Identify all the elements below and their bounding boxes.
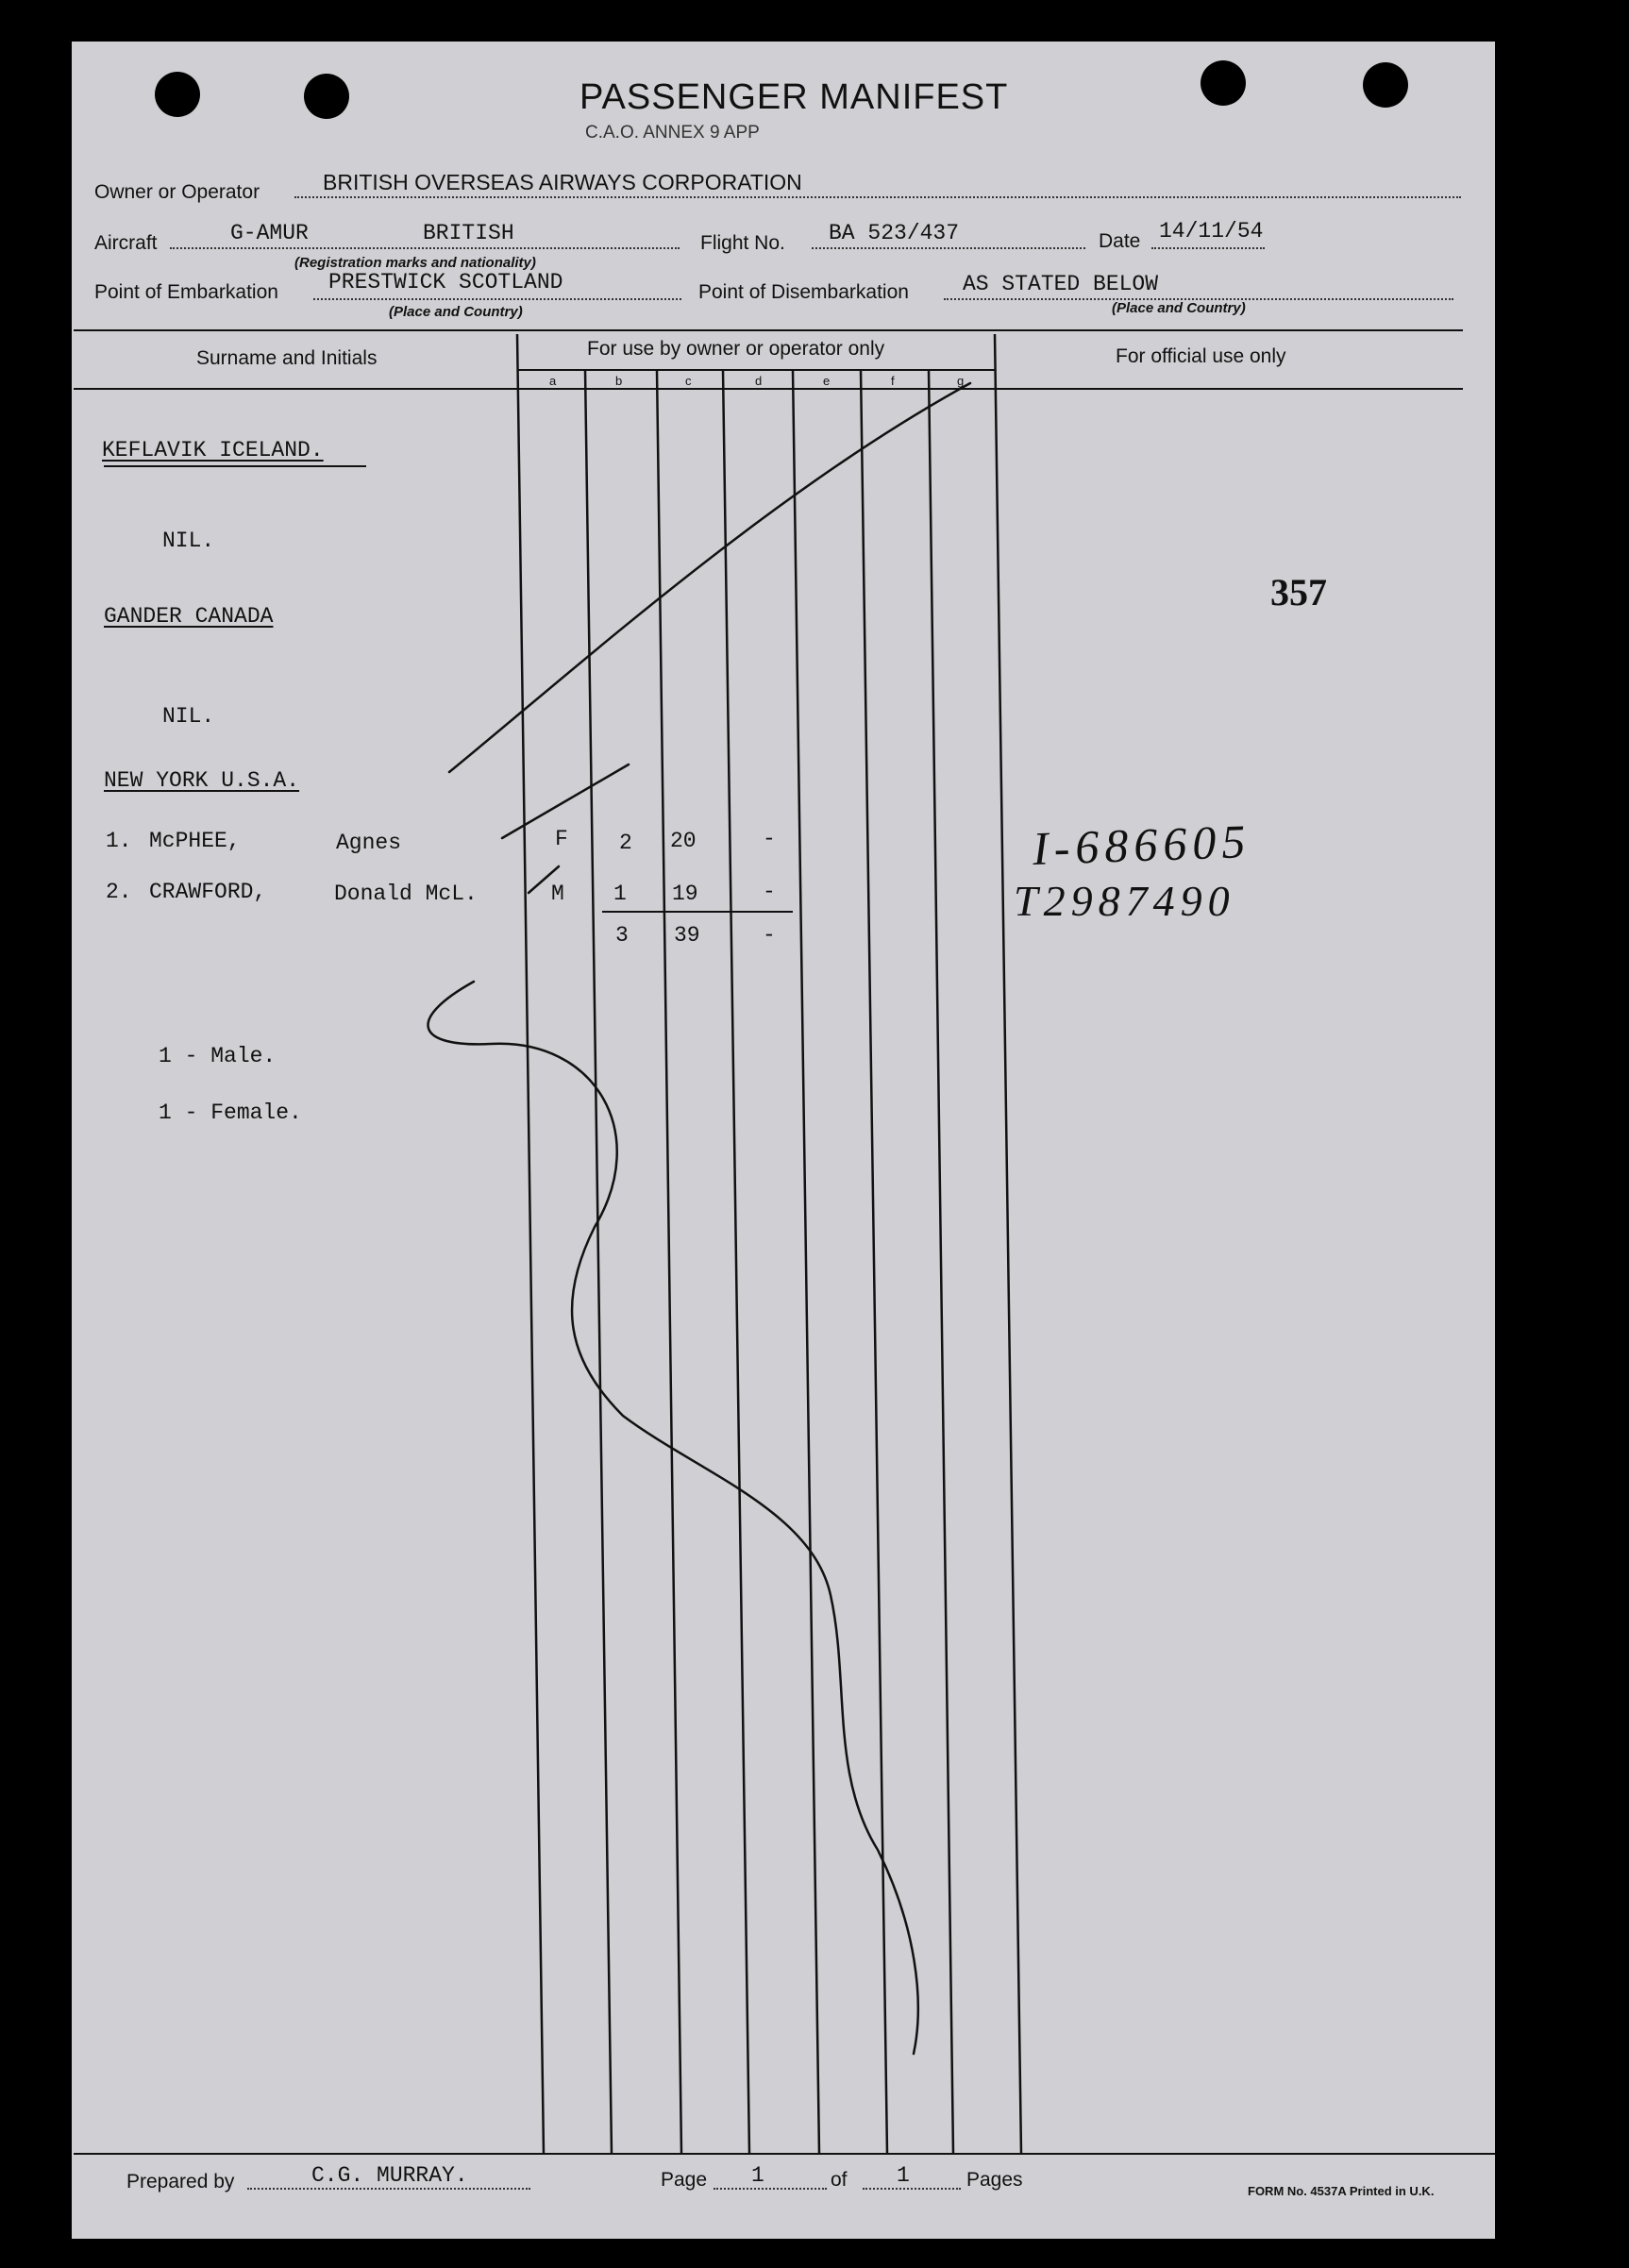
aircraft-nationality: BRITISH xyxy=(423,221,514,245)
passenger-sex: M xyxy=(551,882,564,906)
column-rule xyxy=(861,370,887,2154)
passenger-col-b: 2 xyxy=(619,831,632,855)
subcolumn-label: b xyxy=(615,374,623,388)
flight-label: Flight No. xyxy=(700,232,785,254)
subcolumn-label: a xyxy=(549,374,557,388)
passenger-given-name: Donald McL. xyxy=(334,882,478,906)
section-gander-nil: NIL. xyxy=(162,704,215,729)
embarkation-value: PRESTWICK SCOTLAND xyxy=(328,270,563,294)
passenger-col-c: 19 xyxy=(672,882,698,906)
tick-stroke xyxy=(529,866,559,893)
column-rule xyxy=(585,370,612,2154)
subcolumn-label: c xyxy=(685,374,692,388)
summary-female: 1 - Female. xyxy=(159,1100,302,1125)
disembarkation-caption: (Place and Country) xyxy=(1112,300,1246,316)
column-rule xyxy=(793,370,819,2154)
prepared-by-label: Prepared by xyxy=(126,2171,235,2192)
passenger-sex: F xyxy=(555,827,568,851)
disembarkation-value: AS STATED BELOW xyxy=(963,272,1159,296)
official-stamp-number: 357 xyxy=(1270,571,1327,613)
column-rule xyxy=(929,370,953,2154)
passenger-surname: McPHEE, xyxy=(149,829,241,853)
annex-stamp: C.A.O. ANNEX 9 APP xyxy=(585,123,760,143)
aircraft-caption: (Registration marks and nationality) xyxy=(294,255,536,271)
column-header-official-use: For official use only xyxy=(1116,345,1286,367)
passenger-col-d: - xyxy=(763,880,776,904)
embarkation-label: Point of Embarkation xyxy=(94,281,278,303)
passenger-number: 2. xyxy=(106,880,132,904)
pages-label: Pages xyxy=(966,2169,1023,2191)
passenger-col-b: 1 xyxy=(613,882,627,906)
summary-male: 1 - Male. xyxy=(159,1044,277,1068)
total-col-d: - xyxy=(763,923,776,948)
handwritten-number-2: T2987490 xyxy=(1014,877,1235,925)
column-rule xyxy=(723,370,749,2154)
column-rule xyxy=(657,370,681,2154)
date-label: Date xyxy=(1099,230,1141,252)
subcolumn-label: e xyxy=(823,374,831,388)
subcolumn-label: g xyxy=(957,374,965,388)
prepared-by-value: C.G. MURRAY. xyxy=(311,2163,468,2188)
section-new-york: NEW YORK U.S.A. xyxy=(104,768,300,793)
column-header-owner-use: For use by owner or operator only xyxy=(587,338,885,360)
page-value: 1 xyxy=(751,2163,764,2188)
page-label: Page xyxy=(661,2169,708,2191)
column-header-surname: Surname and Initials xyxy=(196,347,378,369)
date-value: 14/11/54 xyxy=(1159,219,1264,244)
total-col-c: 39 xyxy=(674,923,700,948)
owner-value: BRITISH OVERSEAS AIRWAYS CORPORATION xyxy=(323,170,802,194)
column-rule xyxy=(517,334,544,2154)
handwritten-number-1: I-686605 xyxy=(1032,814,1252,876)
of-value: 1 xyxy=(897,2163,910,2188)
total-col-b: 3 xyxy=(615,923,629,948)
passenger-col-c: 20 xyxy=(670,829,697,853)
of-label: of xyxy=(831,2169,848,2191)
cancel-diagonal-stroke xyxy=(449,383,970,772)
subcolumn-label: d xyxy=(755,374,763,388)
section-keflavik: KEFLAVIK ICELAND. xyxy=(102,438,324,462)
form-number: FORM No. 4537A Printed in U.K. xyxy=(1248,2184,1435,2198)
disembarkation-label: Point of Disembarkation xyxy=(698,281,909,303)
embarkation-caption: (Place and Country) xyxy=(389,304,523,320)
section-keflavik-nil: NIL. xyxy=(162,529,215,553)
passenger-col-d: - xyxy=(763,827,776,851)
passenger-number: 1. xyxy=(106,829,132,853)
passenger-given-name: Agnes xyxy=(336,831,402,855)
owner-label: Owner or Operator xyxy=(94,181,260,203)
subcolumn-label: f xyxy=(891,374,895,388)
passenger-surname: CRAWFORD, xyxy=(149,880,267,904)
tick-stroke xyxy=(502,764,629,838)
section-gander: GANDER CANADA xyxy=(104,604,274,629)
aircraft-label: Aircraft xyxy=(94,232,158,254)
aircraft-registration: G-AMUR xyxy=(230,221,309,245)
column-rule xyxy=(995,334,1021,2154)
flight-number: BA 523/437 xyxy=(829,221,960,245)
form-title: PASSENGER MANIFEST xyxy=(579,77,1009,117)
